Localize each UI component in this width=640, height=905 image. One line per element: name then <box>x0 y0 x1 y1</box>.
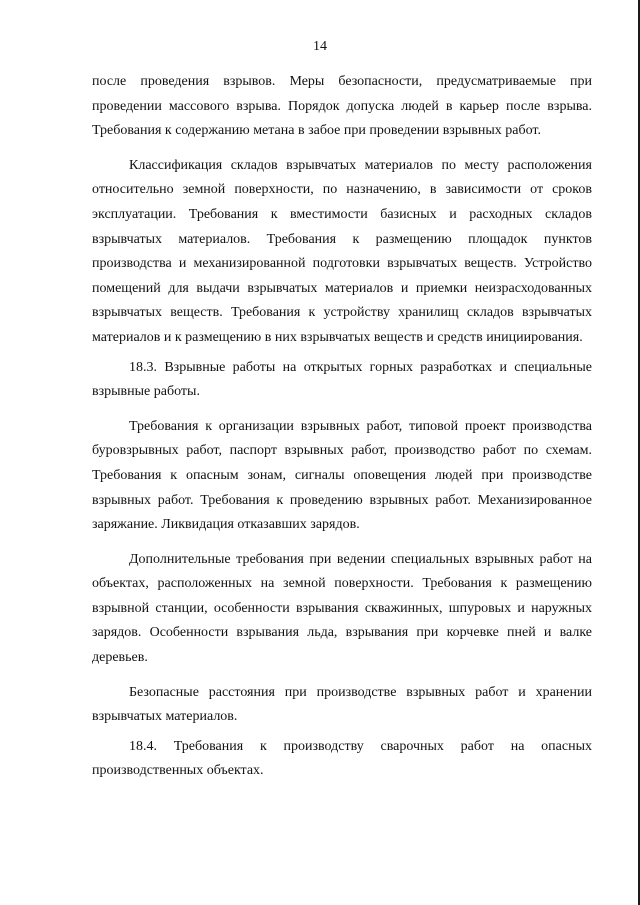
paragraph-blasting-organization: Требования к организации взрывных работ, типовой проект производства буровзрывных работ, паспорт взрывных работ, производство работ по схемам. Требования к опасным зонам, сигналы оповещения людей при производстве взрывных работ. Требования к проведению взрывных работ. Механизированное заряжание. Ликвидация отказавших зарядов. <box>92 418 592 533</box>
paragraph-warehouse-classification: Классификация складов взрывчатых материалов по месту расположения относительно земной поверхности, по назначению, в зависимости от сроков эксплуатации. Требования к вместимости базисных и расходных складов взрывчатых материалов. Требования к размещению площадок пунктов производства и механизированной подготовки взрывчатых веществ. Устройство помещений для выдачи взрывчатых материалов и приемки неизрасходованных взрывчатых веществ. Требования к устройству хранилищ складов взрывчатых материалов и к размещению в них взрывчатых веществ и средств инициирования. <box>92 157 592 345</box>
paragraph-special-blasting: Дополнительные требования при ведении специальных взрывных работ на объектах, расположенных на земной поверхности. Требования к размещению взрывной станции, особенности взрывания скважинных, шпуровых и наружных зарядов. Особенности взрывания льда, взрывания при корчевке пней и валке деревьев. <box>92 551 592 666</box>
paragraph-safe-distances: Безопасные расстояния при производстве взрывных работ и хранении взрывчатых материалов. <box>92 684 592 725</box>
document-body <box>92 70 592 784</box>
section-heading-18-4: 18.4. Требования к производству сварочных работ на опасных производственных объектах. <box>92 738 592 779</box>
page-number: 14 <box>313 39 327 54</box>
paragraph-blasting-safety: после проведения взрывов. Меры безопасности, предусматриваемые при проведении массового взрыва. Порядок допуска людей в карьер после взрыва. Требования к содержанию метана в забое при проведении взрывных работ. <box>92 74 592 139</box>
section-heading-18-3: 18.3. Взрывные работы на открытых горных разработках и специальные взрывные работы. <box>92 359 592 400</box>
